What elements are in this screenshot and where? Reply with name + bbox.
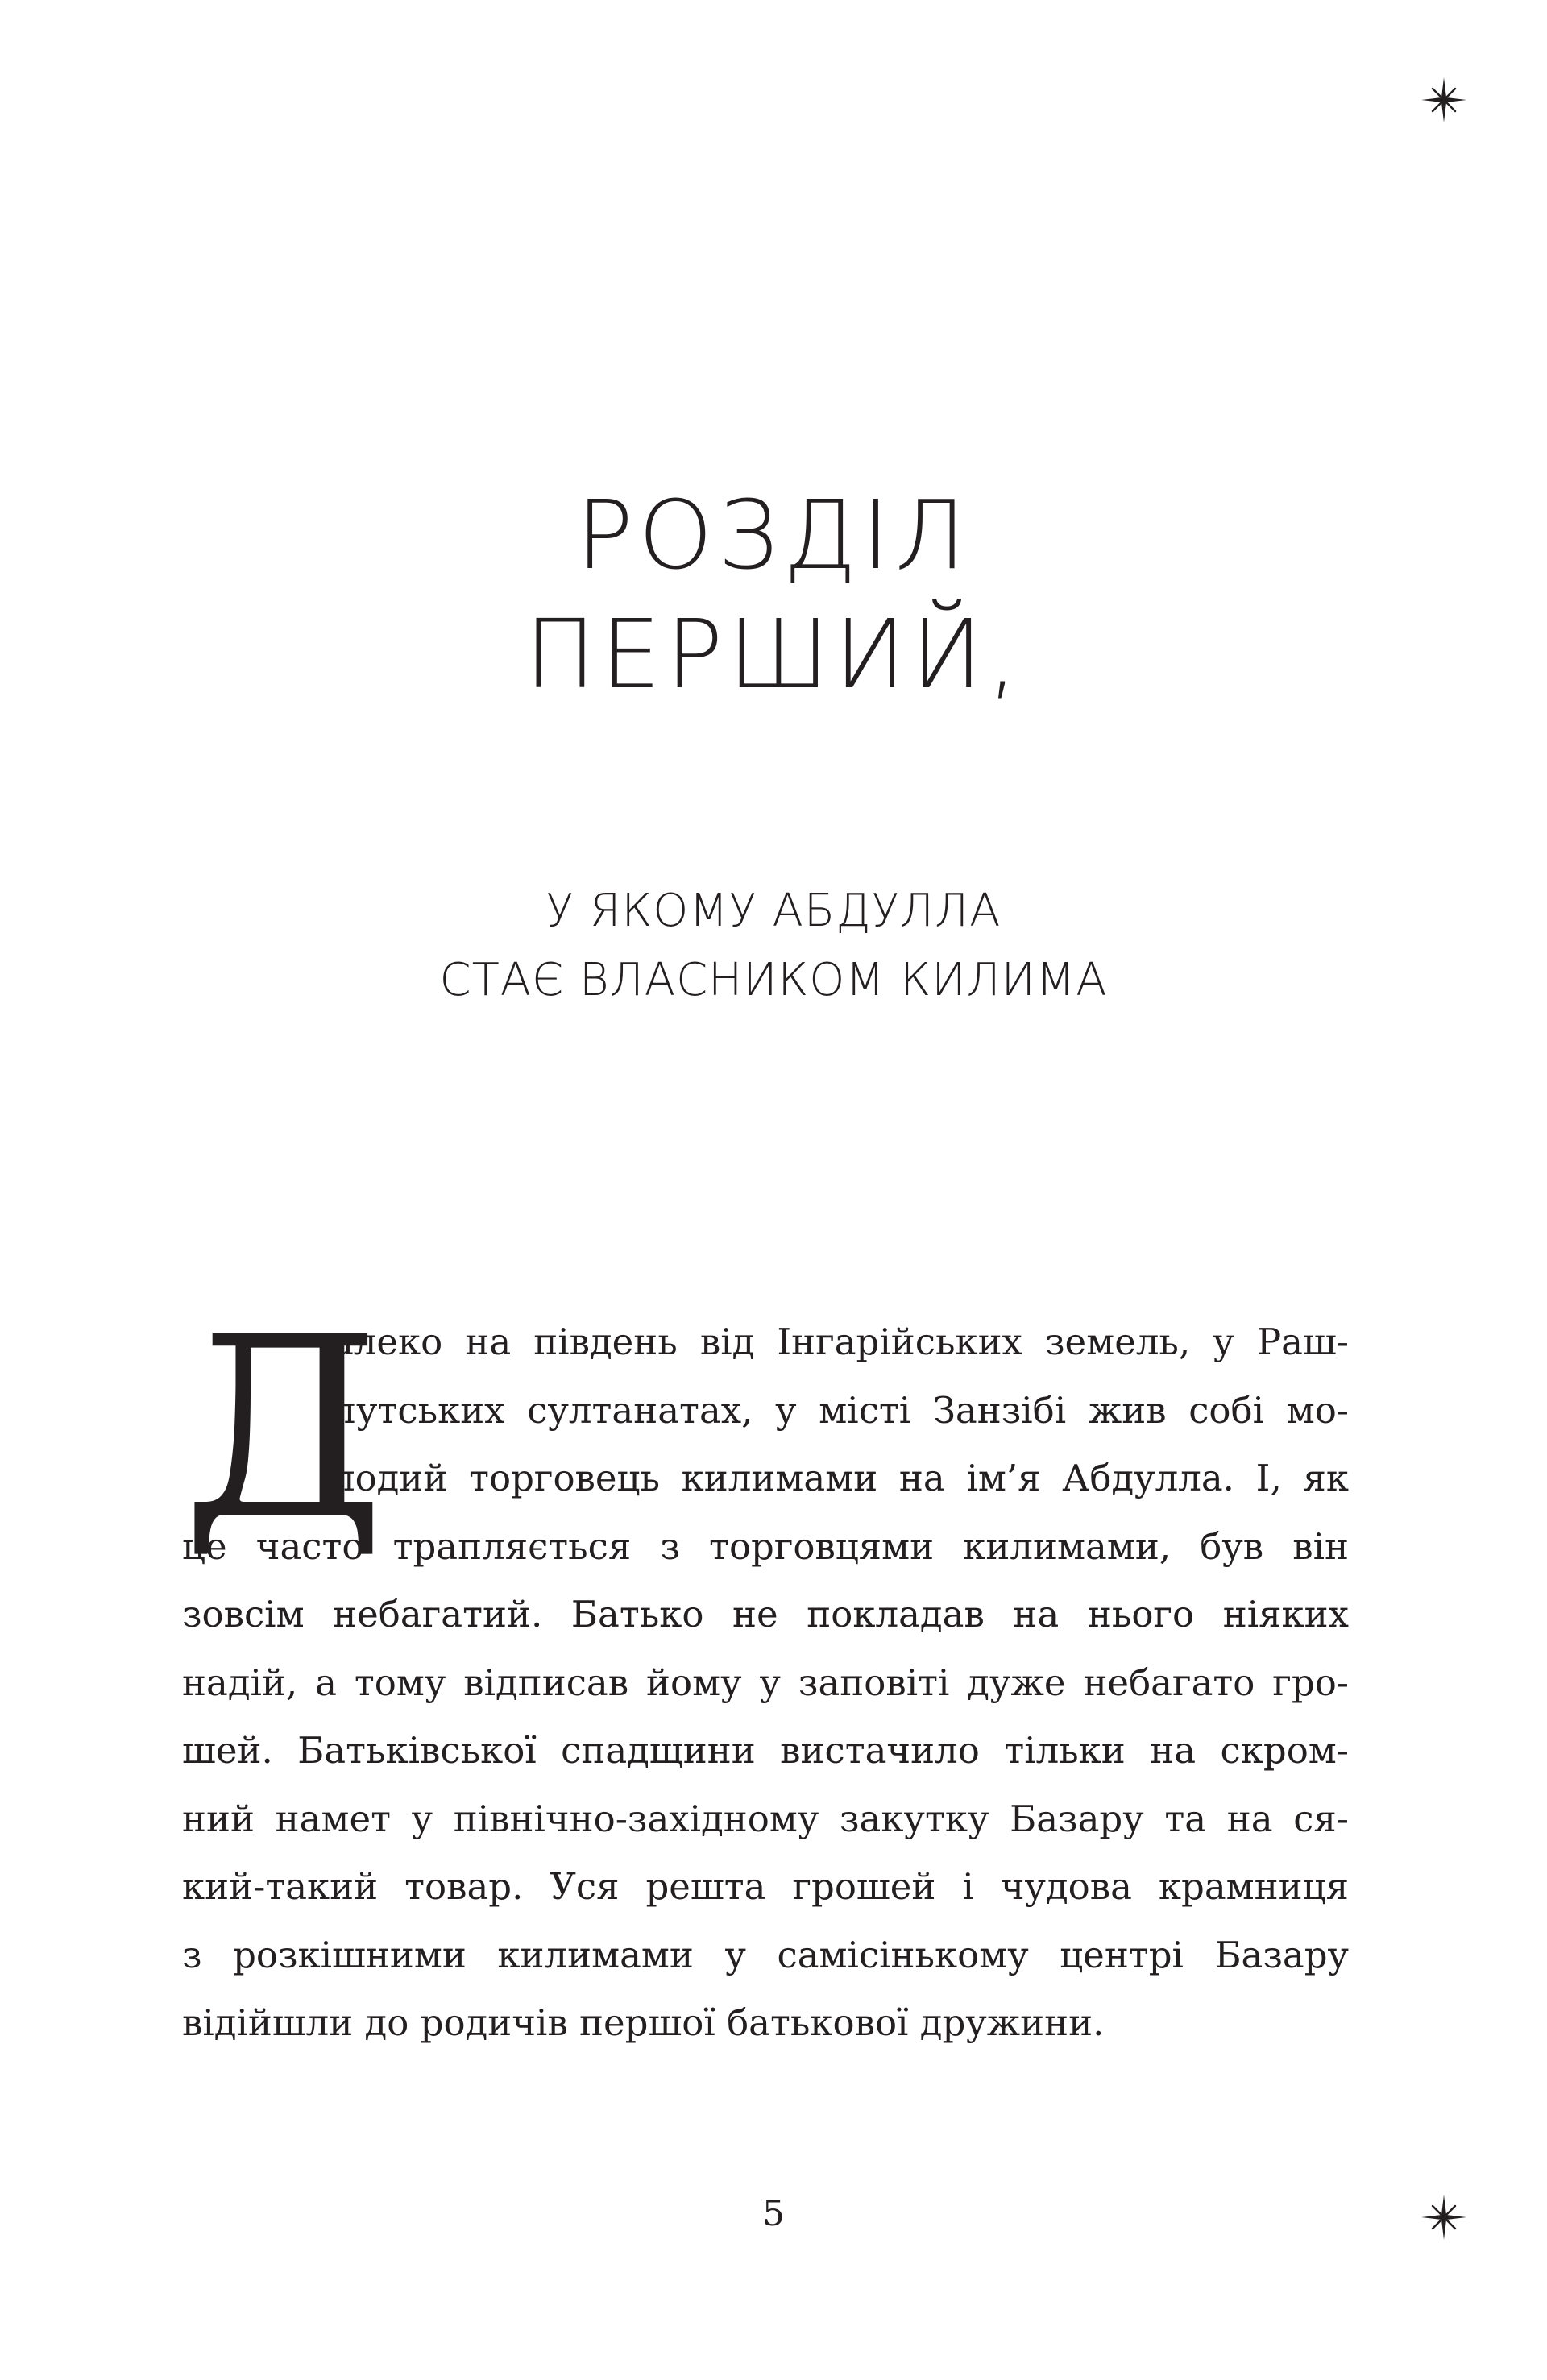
sparkle-star-icon [1418,74,1470,126]
chapter-subtitle-line-2: СТАЄ ВЛАСНИКОМ КИЛИМА [439,954,1108,1006]
paragraph-line: путських султанатах, у місті Занзібі жив собі мо- [332,1388,1349,1432]
chapter-title-line-2: ПЕРШИЙ, [524,599,1023,710]
page-number: 5 [762,2193,785,2234]
chapter-subtitle-line-1: У ЯКОМУ АБДУЛЛА [545,885,1002,937]
sparkle-star-icon [1418,2191,1470,2243]
body-paragraph [182,1283,1349,2058]
paragraph-line: з розкішними килимами у самісінькому центрі Базару [182,1933,1349,1976]
paragraph-line: кий-такий товар. Уся решта грошей і чудова крамниця [182,1865,1349,1908]
paragraph-line: надій, а тому відписав йому у заповіті дуже небагато гро- [182,1661,1349,1704]
paragraph-line: зовсім небагатий. Батько не покладав на нього ніяких [182,1593,1349,1636]
paragraph-line: відійшли до родичів першої батькової дружини. [182,2001,1105,2044]
paragraph-line: ний намет у північно-західному закутку Базару та на ся- [182,1797,1349,1840]
paragraph-line: це часто трапляється з торговцями килимами, був він [182,1524,1349,1568]
paragraph-line: шей. Батьківської спадщини вистачило тільки на скром- [182,1729,1349,1772]
chapter-subtitle [0,877,1547,1015]
drop-cap: Д [182,1283,386,1574]
chapter-title-line-1: РОЗДІЛ [575,479,972,591]
paragraph-line: алеко на південь від Інгарійських земель, у Раш- [332,1321,1349,1363]
paragraph-line: лодий торговець килимами на ім’я Абдулла. І, як [332,1457,1349,1499]
chapter-title [0,475,1547,714]
